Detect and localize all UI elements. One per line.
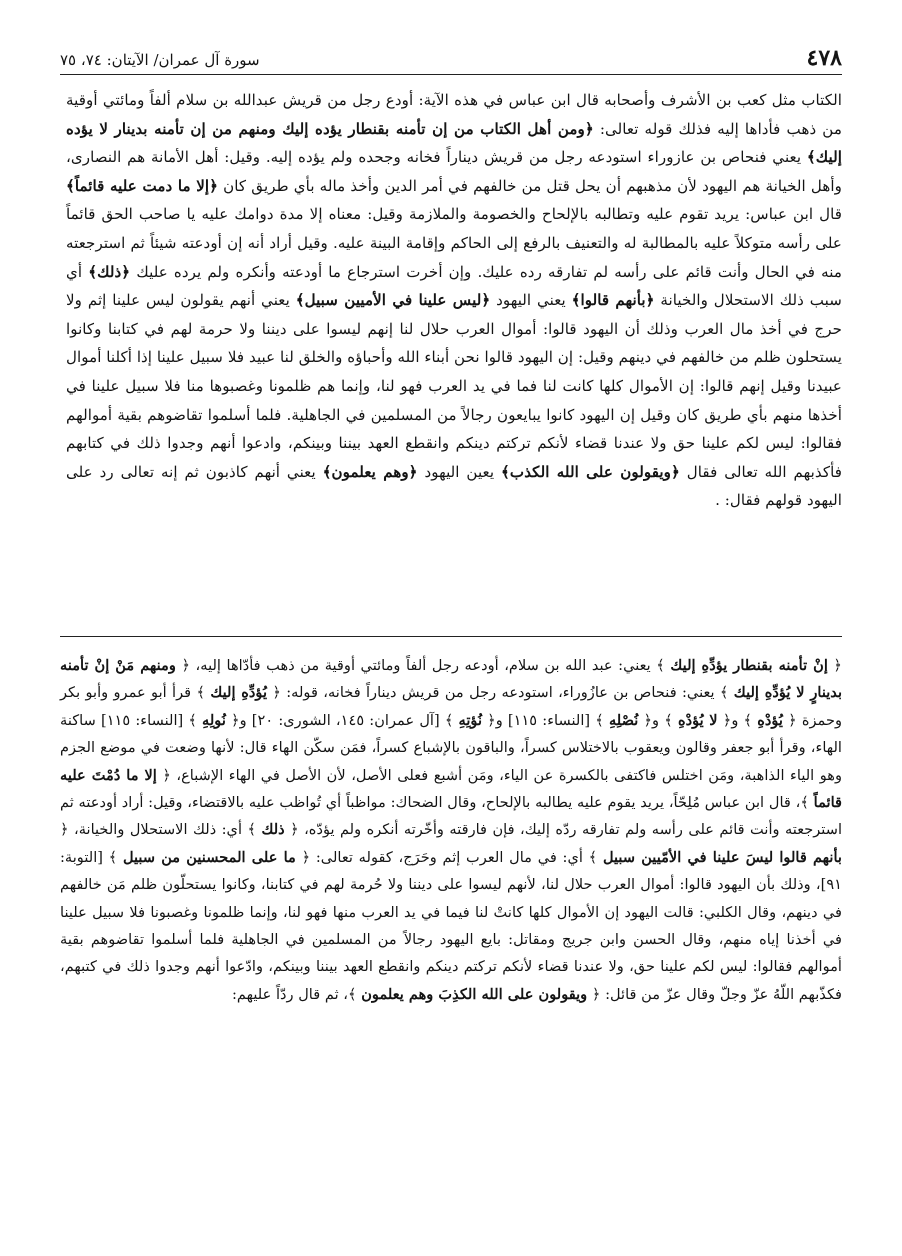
text-segment: [النساء: ١١٥] ساكنة الهاء، وقرأ أبو جعفر وقالون ويعقوب بالاختلاس كسراً، والباقون بالإشباع كسراً، فمَن سكّن الهاء قال: لأنها وضعت في موضع الجزم وهو الياء الذاهبة، ومَن اختلس فاكتفى بالكسرة عن الياء، ومَن أشبع فعلى الأصل، لأن الأصل في الهاء الإشباع، xyxy=(60,711,843,784)
quran-verse: ﴿إلا ما دمت عليه قائماً﴾ xyxy=(66,176,218,195)
text-segment: [التوبة: ٩١]، وذلك بأن اليهود قالوا: أموال العرب حلال لنا، لأنهم ليسوا على ديننا ولا حُرمة لهم في كتابنا، وكانوا يستحلّون ظلم مَن خالفهم في دينهم، وقال الكلبي: قالت اليهود إن الأموال كلها كانتْ لنا فيما في يد العرب منها فهو لنا، وإنما ظلمونا وغصبونا فلا سبيل علينا في أخذنا إياه منهم، وقال الحسن وابن جريج ومقاتل: بايع اليهود رجالاً من المسلمين في الجاهلية فلما أسلموا تقاضوهم بقية أموالهم فقالوا: ليس لكم علينا حق، ولا عندنا قضاء لأنكم تركتم دينكم وانقطع العهد بيننا وبينكم، وادّعوا أنهم وجدوا ذلك في كتبهم، فكذّبهم اللّهُ عزّ وجلّ وقال عزّ من قائل: xyxy=(60,848,842,1003)
text-segment: يعين اليهود xyxy=(417,462,502,481)
text-segment: يعني: فنحاص بن عازُوراء، استودعه رجل من قريش ديناراً فخانه، قوله: xyxy=(280,684,720,702)
quran-verse: ﴿ نُصْلِهِ ﴾ xyxy=(595,711,653,729)
quran-verse: ﴿ إنْ تأمنه بقنطار يؤدِّهِ إليك ﴾ xyxy=(656,657,842,674)
footnote-divider xyxy=(60,636,842,637)
text-segment: أي سبب ذلك الاستحلال والخيانة xyxy=(66,262,842,310)
running-header xyxy=(60,44,842,75)
quran-verse: ﴿ لا يُؤدْهِ ﴾ xyxy=(664,711,732,729)
text-segment: [النساء: ١١٥] و xyxy=(495,711,596,729)
quran-verse: ﴿ ما على المحسنين من سبيل ﴾ xyxy=(108,848,311,866)
text-segment: قال ابن عباس: يريد تقوم عليه وتطالبه بالإلحاح والخصومة والملازمة وقيل: معناه إلا مدة دوامك عليه يا صاحب الحق قائماً على رأسه متوكلاً عليه بالمطالبة له والتعنيف بالرفع إلى الحاكم وإقامة البينة عليه. وقيل أراد أنه إن أودعته شيئاً ثم استرجعته منه في الحال وأنت قائم على رأسه لم تفارقه رده عليك. وإن أخرت استرجاع ما أودعته وأنكره ولم يرده عليك xyxy=(66,205,842,281)
quran-verse: ﴿ نُولِهِ ﴾ xyxy=(188,711,240,729)
footnote-paragraph xyxy=(60,652,842,1008)
text-segment: أي: ذلك الاستحلال والخيانة، xyxy=(68,821,248,839)
quran-verse: ﴿ويقولون على الله الكذب﴾ xyxy=(501,462,680,481)
text-segment: ، قال ابن عباس مُلِحّاً، يريد يقوم عليه يطالبه بالإلحاح، وقال الضحاك: مواظباً أي تُواظب عليه بالاقتضاء، وقيل: أراد أودعته ثم استرجعته وأنت قائم على رأسه ولم تفارقه ردّه إليك، فإن فارقته وأخّرته أنكره ولم يؤدّه، xyxy=(60,794,842,839)
surah-title: سورة آل عمران/ الآيتان: ٧٤، ٧٥ xyxy=(60,51,260,69)
quran-verse: ﴿ يُؤدْهِ ﴾ xyxy=(743,711,797,729)
quran-verse: ﴿ ويقولون على الله الكذِبَ وهم يعلمون ﴾ xyxy=(347,985,601,1003)
quran-verse: ﴿ ومنهم مَنْ إنْ تأمنه بدينارٍ لا يُؤدِّهِ إليك ﴾ xyxy=(60,657,843,702)
text-segment: ، ثم قال ردّاً عليهم: xyxy=(232,985,348,1003)
text-segment: يعني أنهم كاذبون ثم إنه تعالى رد على اليهود قولهم فقال: . xyxy=(66,462,842,510)
quran-verse: ﴿وهم يعلمون﴾ xyxy=(322,462,418,481)
commentary-text xyxy=(66,86,842,515)
text-segment: و xyxy=(731,711,744,729)
text-segment: الكتاب مثل كعب بن الأشرف وأصحابه قال ابن عباس في هذه الآية: أودع رجل من قريش عبدالله بن سلام ألفاً ومائتي أوقية من ذهب فأداها إليه فذلك قوله تعالى: xyxy=(66,91,843,138)
text-segment: يعني فنحاص بن عازوراء استودعه رجل من قريش ديناراً فخانه وجحده ولم يؤده إليه. وقيل: أهل الأمانة هم النصارى، وأهل الخيانة هم اليهود لأن مذهبهم أن يحل قتل من خالفهم في أمر الدين وأخذ ماله بأي طريق كان xyxy=(66,148,842,195)
quran-verse: ﴿ ذلك ﴾ xyxy=(247,821,299,839)
quran-verse: ﴿بأنهم قالوا﴾ xyxy=(571,291,655,310)
quran-verse: ﴿ومن أهل الكتاب من إن تأمنه بقنطار يؤده إليك ومنهم من إن تأمنه بدينار لا يؤده إليك﴾ xyxy=(66,119,842,167)
text-segment: [آل عمران: ١٤٥، الشورى: ٢٠] و xyxy=(239,711,445,729)
quran-verse: ﴿ إلا ما دُمْتَ عليه قائماً ﴾ xyxy=(60,766,842,812)
footnote-text xyxy=(60,652,842,1008)
text-segment: أي: في مال العرب إثم وحَرَج، كقوله تعالى: xyxy=(310,848,589,866)
commentary-paragraph xyxy=(66,86,842,515)
page-number: ٤٧٨ xyxy=(806,45,842,71)
quran-verse: ﴿ بأنهم قالوا ليسَ علينا في الأمّيين سبيل ﴾ xyxy=(60,821,842,866)
text-segment: و xyxy=(652,711,665,729)
text-segment: يعني اليهود xyxy=(490,291,572,310)
quran-verse: ﴿ليس علينا في الأميين سبيل﴾ xyxy=(295,291,491,310)
quran-verse: ﴿ نُؤتِهِ ﴾ xyxy=(444,711,496,729)
text-segment: قرأ أبو عمرو وأبو بكر وحمزة xyxy=(60,684,843,729)
text-segment: يعني: عبد الله بن سلام، أودعه رجل ألفاً ومائتي أوقية من ذهب فأدّاها إليه، xyxy=(190,657,657,674)
quran-verse: ﴿ يُؤدِّهِ إليك ﴾ xyxy=(196,684,281,702)
quran-verse: ﴿ذلك﴾ xyxy=(88,262,131,281)
text-segment: يعني أنهم يقولون ليس علينا إثم ولا حرج في أخذ مال العرب وذلك أن اليهود قالوا: أموال العرب حلال لنا إنهم ليسوا على ديننا ولا حرمة لهم في كتابنا وكانوا يستحلون ظلم من خالفهم في دينهم وقيل: إن اليهود قالوا نحن أبناء الله وأحباؤه والخلق لنا عبيد فلا سبيل علينا إذا أكلنا أموال عبيدنا وقيل إنهم قالوا: إن الأموال كلها كانت لنا فما في يد العرب فهو لنا، وإنما هم ظلمونا وغصبوها منا فلا سبيل علينا في أخذها منهم بأي طريق كان وقيل إن اليهود كانوا يبايعون رجالاً من المسلمين في الجاهلية. فلما أسلموا تقاضوهم بقية أموالهم فقالوا: ليس لكم علينا حق ولا عندنا قضاء لأنكم تركتم دينكم وانقطع العهد بيننا وبينكم، وادعوا أنهم وجدوا ذلك في كتابهم فأكذبهم الله تعالى فقال xyxy=(66,291,842,481)
